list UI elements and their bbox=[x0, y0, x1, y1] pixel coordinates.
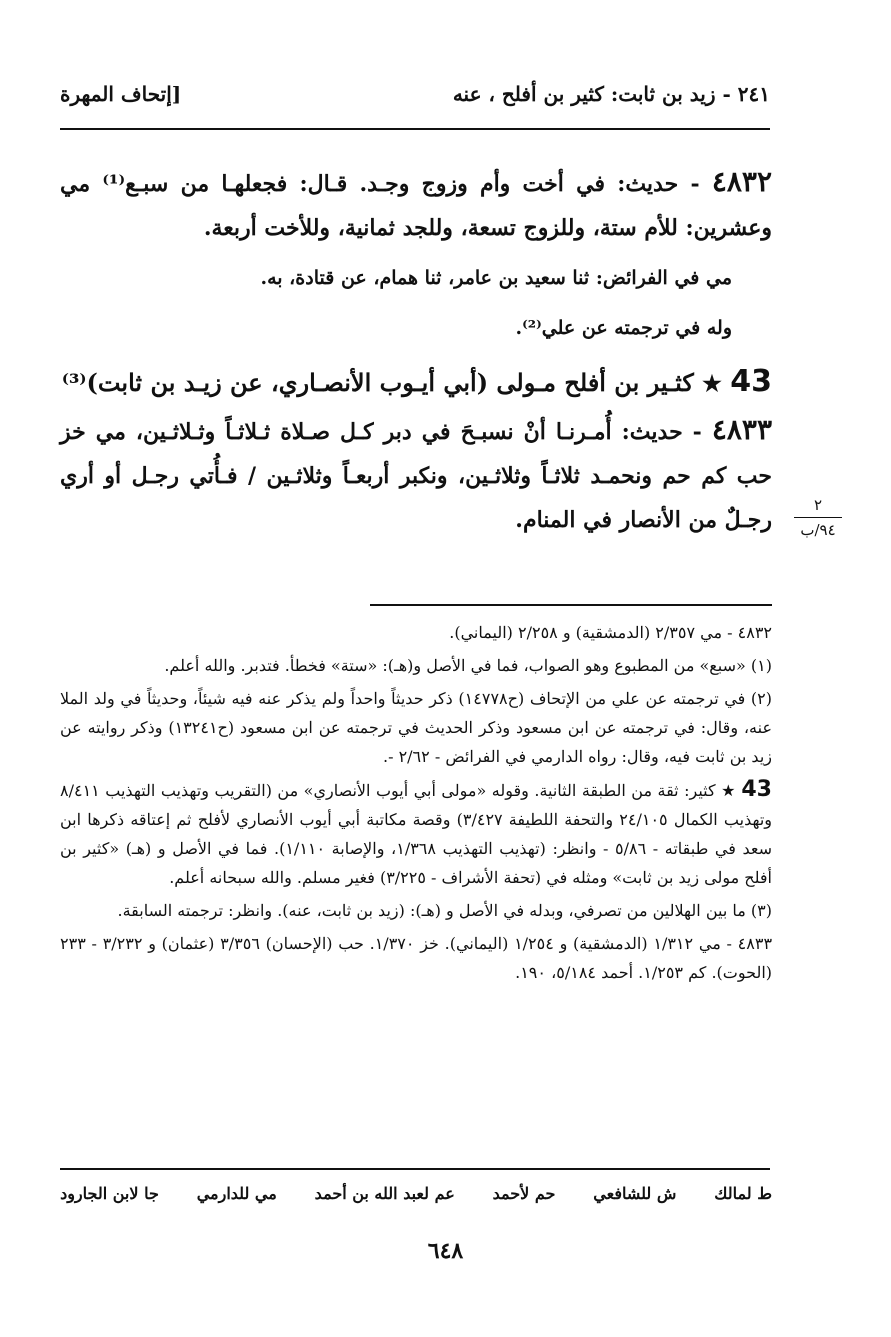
header-rule bbox=[60, 128, 770, 130]
footnote-4833: ٤٨٣٣ - مي ١/٣١٢ (الدمشقية) و ١/٢٥٤ (اليماني). خز ١/٣٧٠. حب (الإحسان) ٣/٣٥٦ (عثمان) و ٣/٢٣٢ - ٢٣٣ (الحوت). كم ١/٢٥٣. أحمد ٥/١٨٤، ١٩٠. bbox=[60, 934, 773, 982]
abbr-item: جا لابن الجارود bbox=[60, 1184, 159, 1203]
hadith-4832-source: مي في الفرائض: ثنا سعيد بن عامر، ثنا همام، عن قتادة، به. bbox=[260, 267, 732, 289]
abbr-item: مي للدارمي bbox=[196, 1184, 277, 1203]
footnote-43-text: ★ كثير: ثقة من الطبقة الثانية. وقوله «مولى أبي أيوب الأنصاري» من (التقريب وتهذيب التهذيب ٨/٤١١ وتهذيب الكمال ٢٤/١٠٥ والتحفة اللطيفة ٣/٤٢٧) وقصة مكاتبة أبي أيوب الأنصاري لأفلح ثم إعتاقه ذكرها ابن سعد في طبقاته - ٥/٨٦ - وانظر: (تهذيب التهذيب ١/٣٦٨، والإصابة ١/١١٠). فما في الأصل و (هـ) «كثير بن أفلح مولى زيد بن ثابت» ومثله في (تحفة الأشراف - ٣/٢٢٥) فغير مسلم. والله سبحانه أعلم. bbox=[60, 781, 773, 887]
hadith-text: - حديث: أُمـرنـا أنْ نسبـحَ في دبر كـل صـلاة ثـلاثـاً وثـلاثـين، مي خز حب كم حم ونحمـد ثلاثـاً وثلاثـين، ونكبر أربعـاً وثلاثـين / فـأُتي رجـل أو أري رجـلٌ من الأنصار في المنام. bbox=[60, 419, 772, 533]
footnote-2: (٢) في ترجمته عن علي من الإتحاف (ح١٤٧٧٨) ذكر حديثاً واحداً ولم يذكر عنه فيه شيئاً، وحديثاً في ولد الملا عنه، وقال: في ترجمته عن ابن مسعود وذكر الحديث في ترجمته عن ابن مسعود (ح١٣٢٤١) وذكر روايته عن زيد بن ثابت فيه، وقال: رواه الدارمي في الفرائض - ٢/٦٢ -. bbox=[60, 689, 773, 766]
header-book-title: [إتحاف المهرة bbox=[60, 82, 182, 106]
hadith-number: ٤٨٣٣ bbox=[711, 413, 772, 446]
hadith-text: - حديث: في أخت وأم وزوج وجـد. قـال: فجعلهـا من سبـع⁽¹⁾ مي وعشرين: للأم ستة، وللزوج تسعة، وللجد ثمانية، وللأخت أربعة. bbox=[60, 171, 772, 241]
hadith-4832 bbox=[60, 160, 772, 250]
footnote-rule bbox=[370, 604, 772, 606]
header-section-title: ٢٤١ - زيد بن ثابت: كثير بن أفلح ، عنه bbox=[452, 82, 770, 106]
page-number: ٦٤٨ bbox=[427, 1238, 464, 1264]
abbr-item: عم لعبد الله بن أحمد bbox=[314, 1184, 455, 1203]
narrator-number: 43 bbox=[730, 364, 772, 399]
folio-divider bbox=[794, 517, 842, 518]
abbreviation-rule bbox=[60, 1168, 770, 1170]
star-icon: ★ bbox=[702, 371, 722, 397]
hadith-4833 bbox=[60, 408, 772, 542]
folio-top: ٢ bbox=[813, 496, 823, 514]
folio-bottom: ٩٤/ب bbox=[800, 521, 836, 539]
abbreviation-key bbox=[60, 1184, 772, 1203]
hadith-4832-note: وله في ترجمته عن علي⁽²⁾. bbox=[515, 317, 732, 339]
footnotes bbox=[60, 618, 772, 991]
abbr-item: ط لمالك bbox=[714, 1184, 772, 1203]
narrator-text: كثـير بن أفلح مـولى (أبي أيـوب الأنصـاري، عن زيـد بن ثابت)⁽³⁾ bbox=[61, 368, 694, 397]
abbr-item: حم لأحمد bbox=[492, 1184, 556, 1203]
footnote-43-number: 43 bbox=[741, 777, 772, 802]
footnote-4832: ٤٨٣٢ - مي ٢/٣٥٧ (الدمشقية) و ٢/٢٥٨ (اليماني). bbox=[449, 623, 772, 642]
hadith-number: ٤٨٣٢ bbox=[711, 165, 772, 198]
main-text bbox=[60, 160, 772, 542]
abbr-item: ش للشافعي bbox=[593, 1184, 677, 1203]
running-header bbox=[60, 82, 770, 122]
manuscript-folio-note bbox=[794, 495, 842, 540]
narrator-43-heading bbox=[60, 358, 772, 408]
footnote-3: (٣) ما بين الهلالين من تصرفي، وبدله في الأصل و (هـ): (زيد بن ثابت، عنه). وانظر: ترجمته السابقة. bbox=[117, 901, 772, 920]
footnote-43 bbox=[60, 775, 772, 892]
footnote-1: (١) «سبع» من المطبوع وهو الصواب، فما في الأصل و(هـ): «ستة» فخطأ. فتدبر. والله أعلم. bbox=[164, 656, 772, 675]
